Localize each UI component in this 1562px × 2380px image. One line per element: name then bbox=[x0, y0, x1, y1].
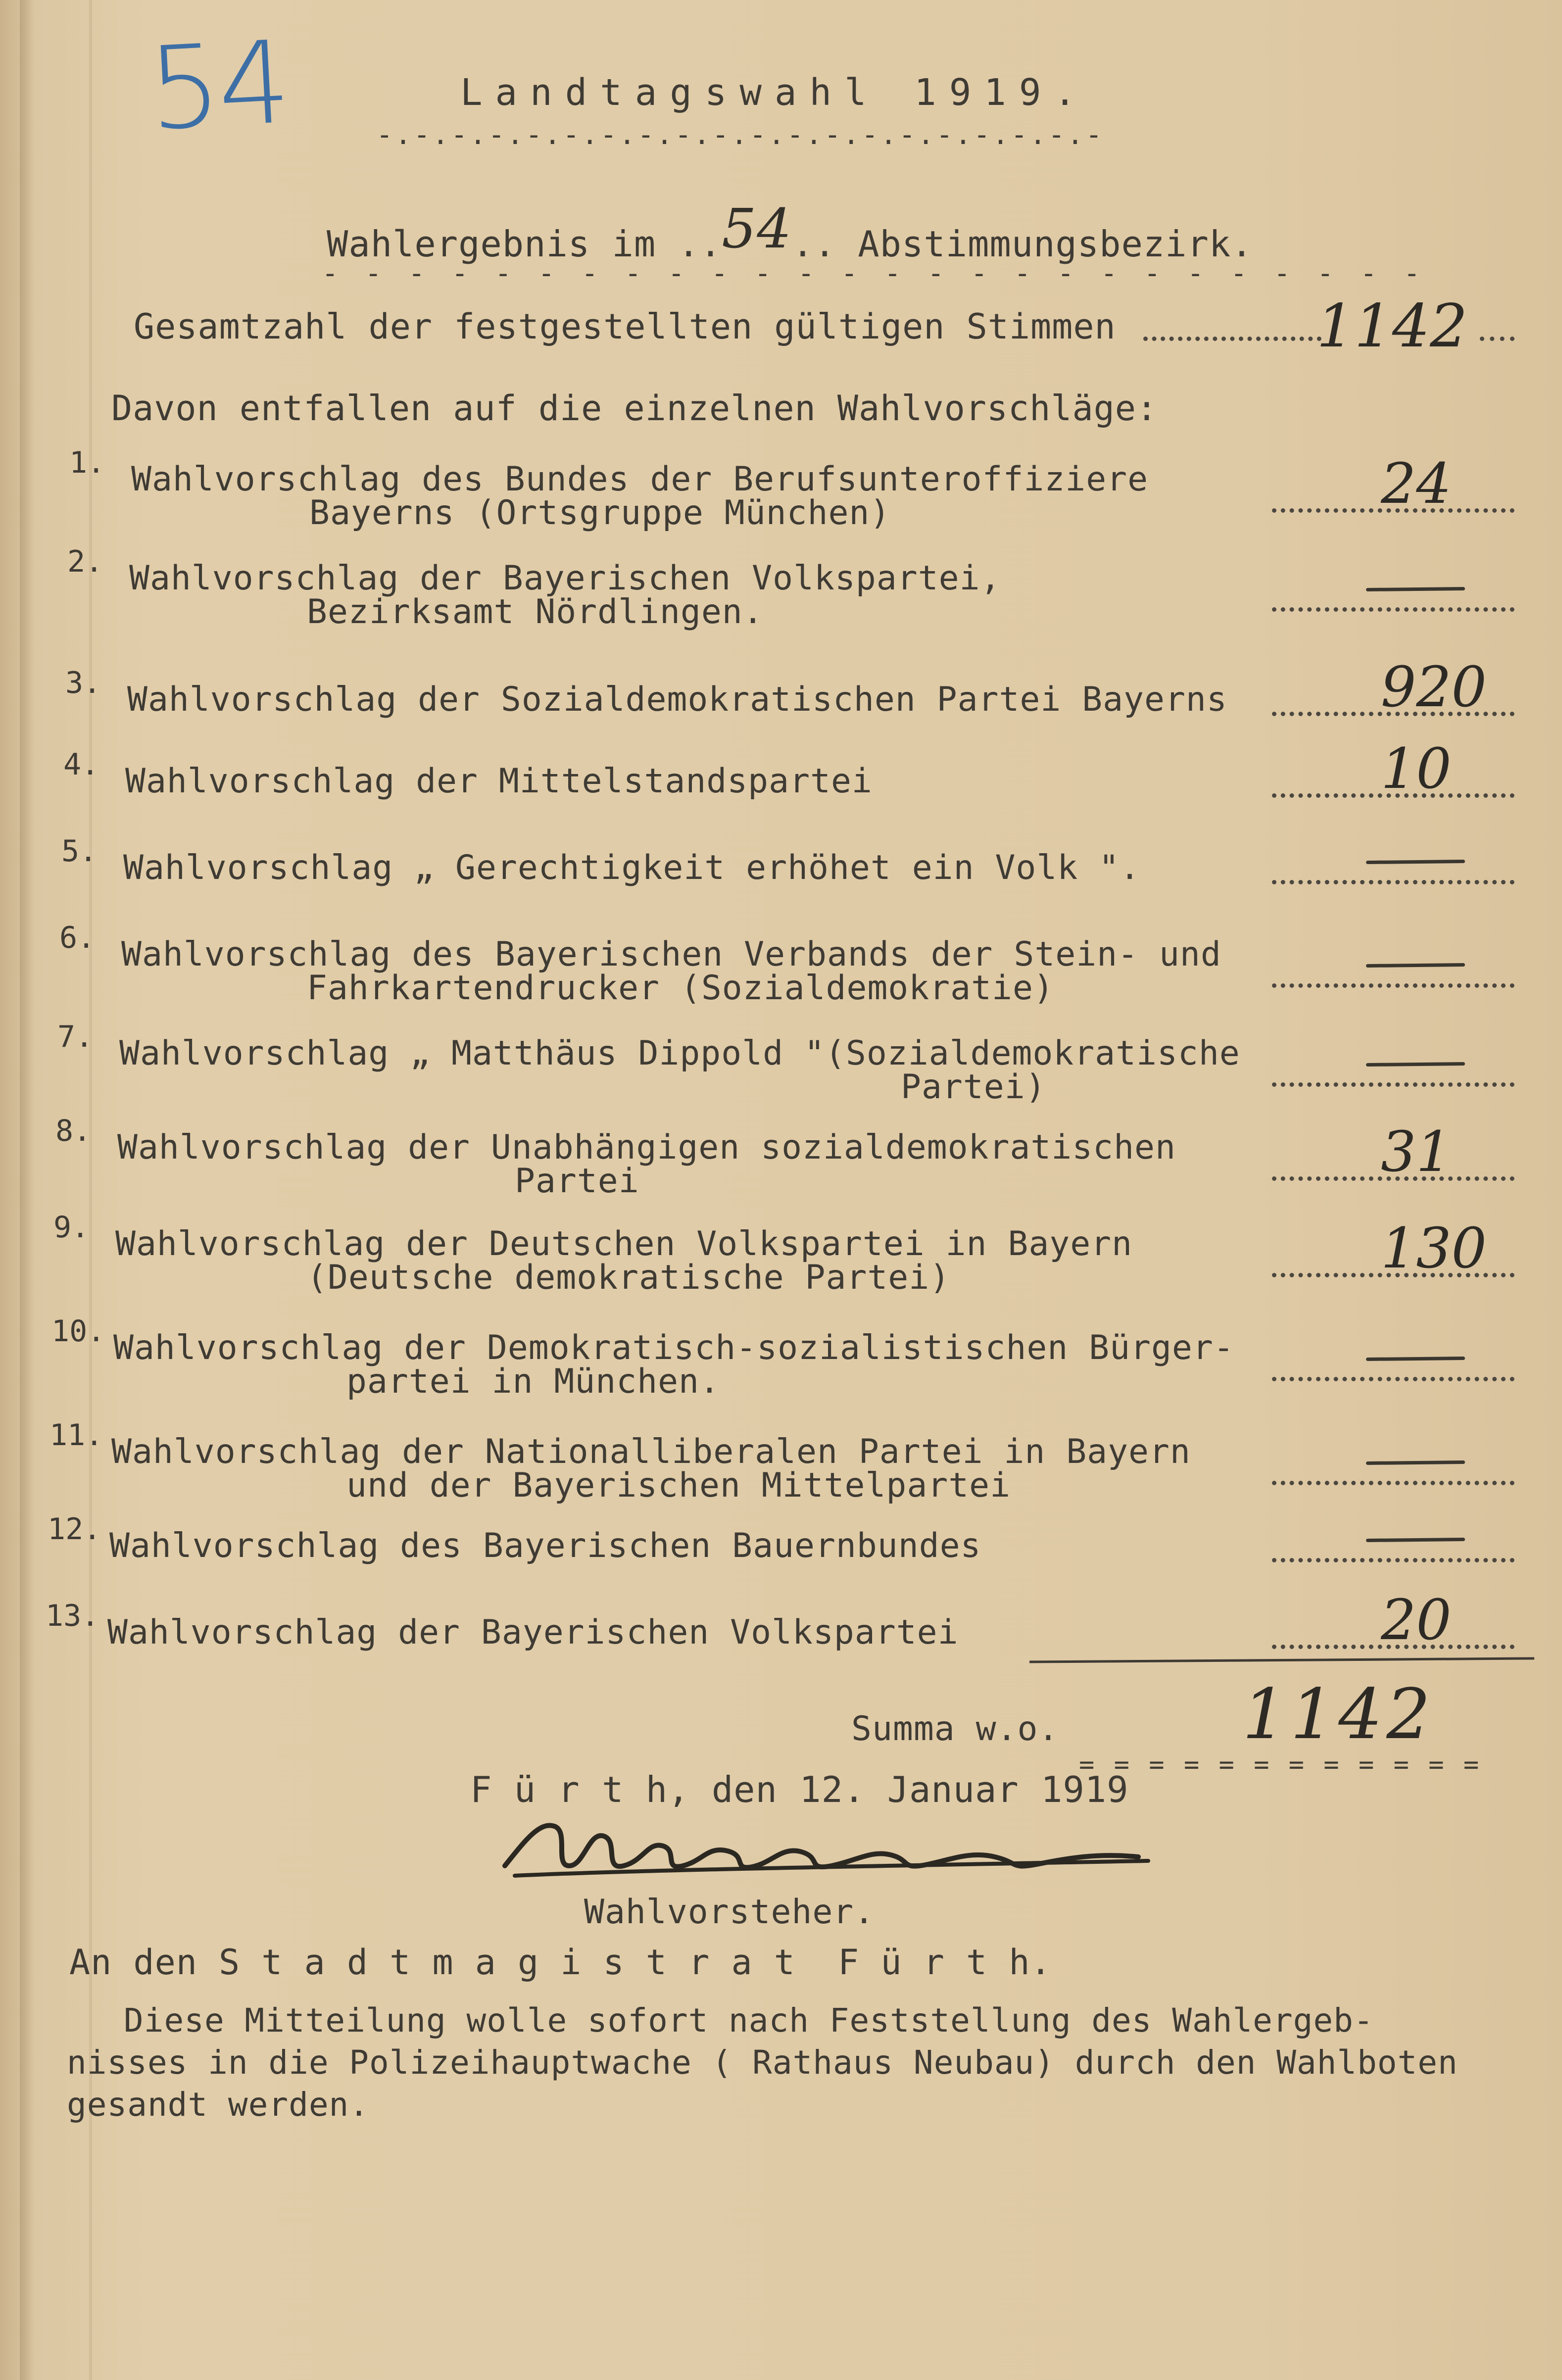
sum-label: Summa w.o. bbox=[851, 1709, 1059, 1749]
subtitle bbox=[327, 197, 1253, 265]
proposal-leader-dots bbox=[1272, 607, 1514, 612]
proposal-number: 11. bbox=[49, 1418, 103, 1453]
proposal-text-line-1: Wahlvorschlag des Bayerischen Verbands der Stein- und bbox=[121, 935, 1221, 974]
intro-line: Davon entfallen auf die einzelnen Wahlvorschläge: bbox=[111, 388, 1158, 429]
total-label: Gesamtzahl der festgestellten gültigen Stimmen bbox=[134, 306, 1116, 347]
subtitle-underline: - - - - - - - - - - - - - - - - - - - - - - - - - - bbox=[322, 257, 1425, 290]
proposal-text-line-1: Wahlvorschlag des Bayerischen Bauernbundes bbox=[109, 1526, 981, 1565]
proposal-text-line-1: Wahlvorschlag der Nationalliberalen Partei in Bayern bbox=[111, 1432, 1191, 1471]
proposal-text-line-2: Partei bbox=[515, 1162, 639, 1201]
subtitle-prefix: Wahlergebnis im .. bbox=[327, 223, 722, 265]
pencil-district-number: 54 bbox=[145, 16, 291, 156]
sum-double-underline: = = = = = = = = = = = = bbox=[1079, 1750, 1481, 1780]
proposal-votes-handwritten: 20 bbox=[1381, 1588, 1452, 1652]
signature-role: Wahlvorsteher. bbox=[584, 1893, 875, 1932]
total-trailing-dots bbox=[1480, 337, 1514, 341]
proposal-votes-handwritten: 31 bbox=[1381, 1120, 1452, 1184]
proposal-number: 2. bbox=[67, 544, 103, 579]
subtitle-district-handwritten: 54 bbox=[722, 197, 792, 260]
notice-line-2: nisses in die Polizeihauptwache ( Rathaus Neubau) durch den Wahlboten bbox=[67, 2043, 1458, 2082]
total-value-handwritten: 1142 bbox=[1317, 292, 1468, 361]
proposal-text-line-1: Wahlvorschlag des Bundes der Berufsunteroffiziere bbox=[131, 460, 1149, 499]
subtitle-suffix: .. Abstimmungsbezirk. bbox=[792, 223, 1253, 265]
proposal-text-line-1: Wahlvorschlag der Unabhängigen sozialdemokratischen bbox=[117, 1128, 1176, 1167]
proposal-leader-dots bbox=[1272, 1558, 1514, 1562]
sum-value-handwritten: 1142 bbox=[1242, 1674, 1435, 1755]
proposal-number: 9. bbox=[53, 1210, 90, 1245]
addressee: An den S t a d t m a g i s t r a t F ü r t h. bbox=[69, 1942, 1052, 1983]
document-title: Landtagswahl 1919. bbox=[460, 71, 1089, 114]
proposal-leader-dots bbox=[1272, 1481, 1514, 1485]
proposal-number: 1. bbox=[69, 445, 105, 480]
title-underline: -.-.-.-.-.-.-.-.-.-.-.-.-.-.-.-.-.-.-.- bbox=[376, 119, 1104, 151]
proposal-number: 4. bbox=[63, 747, 99, 782]
proposal-text-line-2: und der Bayerischen Mittelpartei bbox=[346, 1466, 1011, 1505]
proposal-text-line-1: Wahlvorschlag der Demokratisch-sozialistischen Bürger- bbox=[113, 1328, 1234, 1367]
proposal-leader-dots bbox=[1272, 983, 1514, 988]
notice-line-3: gesandt werden. bbox=[67, 2086, 370, 2124]
proposal-text-line-2: partei in München. bbox=[346, 1362, 720, 1401]
proposal-number: 10. bbox=[51, 1314, 105, 1349]
proposal-text-line-1: Wahlvorschlag „ Matthäus Dippold "(Sozialdemokratische bbox=[119, 1034, 1240, 1073]
notice-line-1: Diese Mitteilung wolle sofort nach Feststellung des Wahlergeb- bbox=[124, 2001, 1374, 2040]
proposal-text-line-1: Wahlvorschlag der Bayerischen Volkspartei bbox=[107, 1613, 959, 1652]
paper-fold-shadow bbox=[20, 0, 35, 2380]
proposal-votes-handwritten: 920 bbox=[1381, 655, 1487, 720]
proposal-number: 3. bbox=[65, 666, 101, 700]
proposal-text-line-2: Fahrkartendrucker (Sozialdemokratie) bbox=[307, 969, 1054, 1008]
proposal-votes-handwritten: 10 bbox=[1381, 737, 1452, 801]
proposal-leader-dots bbox=[1272, 1082, 1514, 1087]
proposal-votes-handwritten: 24 bbox=[1381, 452, 1452, 516]
paper-crease bbox=[89, 0, 92, 2380]
proposal-leader-dots bbox=[1272, 1377, 1514, 1381]
proposal-text-line-2: Bayerns (Ortsgruppe München) bbox=[309, 493, 891, 533]
proposal-votes-handwritten: 130 bbox=[1381, 1216, 1487, 1281]
proposal-text-line-1: Wahlvorschlag der Sozialdemokratischen Partei Bayerns bbox=[127, 680, 1227, 719]
proposal-number: 6. bbox=[59, 921, 96, 955]
handwritten-signature bbox=[495, 1811, 1188, 1891]
proposal-text-line-1: Wahlvorschlag der Deutschen Volkspartei in Bayern bbox=[115, 1224, 1133, 1263]
proposal-number: 8. bbox=[55, 1114, 92, 1148]
proposal-text-line-2: (Deutsche demokratische Partei) bbox=[307, 1258, 951, 1297]
proposal-text-line-1: Wahlvorschlag der Bayerischen Volkspartei, bbox=[129, 559, 1001, 598]
place-date: F ü r t h, den 12. Januar 1919 bbox=[470, 1769, 1129, 1810]
proposal-text-line-2: Partei) bbox=[901, 1068, 1046, 1107]
proposal-text-line-1: Wahlvorschlag „ Gerechtigkeit erhöhet ein Volk ". bbox=[123, 848, 1141, 887]
proposal-number: 12. bbox=[48, 1512, 101, 1547]
proposal-text-line-1: Wahlvorschlag der Mittelstandspartei bbox=[125, 762, 873, 801]
proposal-text-line-2: Bezirksamt Nördlingen. bbox=[307, 592, 764, 631]
proposal-leader-dots bbox=[1272, 880, 1514, 884]
total-leader-dots bbox=[1143, 337, 1321, 341]
proposal-number: 13. bbox=[46, 1599, 99, 1633]
proposal-number: 5. bbox=[61, 834, 98, 869]
proposal-number: 7. bbox=[57, 1020, 94, 1054]
